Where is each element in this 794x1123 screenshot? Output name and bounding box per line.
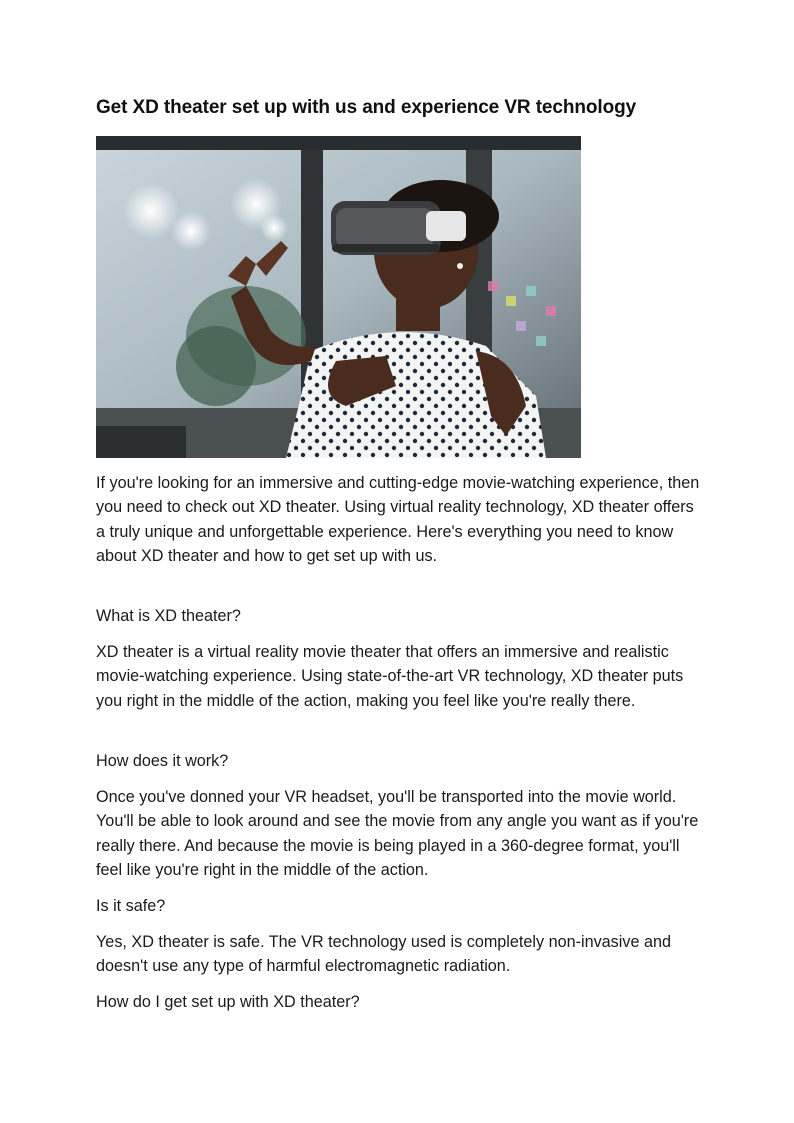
section-heading-safe: Is it safe? xyxy=(96,897,166,915)
vr-headset-photo xyxy=(96,136,581,458)
section-heading-setup: How do I get set up with XD theater? xyxy=(96,993,360,1011)
section-heading-how: How does it work? xyxy=(96,752,229,770)
section-body-how: Once you've donned your VR headset, you'll be transported into the movie world. You'll be able to look around and see the movie from any angle you want as if you're really there. And because the movie is being played in a 360-degree format, you'll feel like you're right in the middle of the action. xyxy=(96,788,699,879)
vr-photo-illustration xyxy=(96,136,581,458)
section-body-what: XD theater is a virtual reality movie theater that offers an immersive and realistic movie-watching experience. Using state-of-the-art VR technology, XD theater puts you right in the middle of the action, making you feel like you're really there. xyxy=(96,643,684,710)
article-title: Get XD theater set up with us and experience VR technology xyxy=(96,97,637,118)
section-heading-what: What is XD theater? xyxy=(96,607,241,625)
intro-paragraph: If you're looking for an immersive and cutting-edge movie-watching experience, then you need to check out XD theater. Using virtual reality technology, XD theater offers a truly unique and unforgettable experience. Here's everything you need to know about XD theater and how to get set up with us. xyxy=(96,474,700,565)
section-body-safe: Yes, XD theater is safe. The VR technology used is completely non-invasive and doesn't use any type of harmful electromagnetic radiation. xyxy=(96,933,671,976)
